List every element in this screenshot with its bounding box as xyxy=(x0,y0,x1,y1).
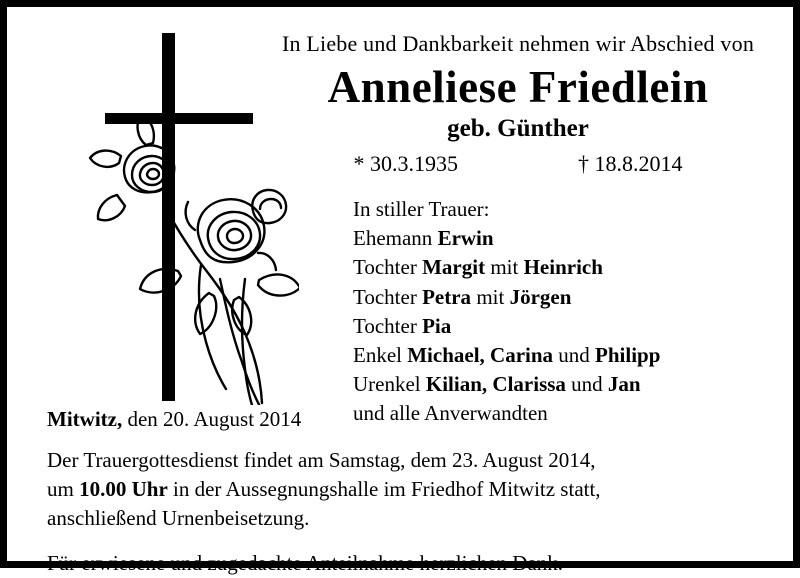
mourner-prefix: Urenkel xyxy=(353,372,426,397)
mourner-name: Philipp xyxy=(595,342,661,367)
mourner-name: Jan xyxy=(607,372,641,397)
mourner-name: Margit xyxy=(422,255,486,280)
mourner-prefix: Enkel xyxy=(353,342,408,367)
mourner-prefix: Tochter xyxy=(353,255,423,280)
mourner-name: Erwin xyxy=(437,226,494,251)
mourner-prefix: und alle Anverwandten xyxy=(353,401,548,426)
mourner-prefix: Ehemann xyxy=(353,226,438,251)
mourner-name: Pia xyxy=(422,313,452,338)
service-time: 10.00 Uhr xyxy=(79,476,168,501)
thanks-note: Für erwiesene und zugedachte Anteilnahme herzlichen Dank. xyxy=(47,550,564,575)
service-location: in der Aussegnungshalle im Friedhof Mitwitz statt, xyxy=(167,476,601,501)
list-item xyxy=(353,341,660,370)
mourner-name: Kilian, Clarissa xyxy=(425,372,566,397)
mourner-prefix: Tochter xyxy=(353,313,423,338)
mourner-prefix: Tochter xyxy=(353,284,423,309)
service-line-3: anschließend Urnenbeisetzung. xyxy=(47,505,310,530)
deceased-name: Anneliese Friedlein xyxy=(327,62,709,112)
mourner-name: Heinrich xyxy=(523,255,603,280)
notice-date: den 20. August 2014 xyxy=(122,407,302,431)
place-and-date xyxy=(47,405,771,434)
life-dates xyxy=(253,151,783,177)
mourner-name: Petra xyxy=(422,284,472,309)
mourner-middle: mit xyxy=(471,284,510,309)
notice-header xyxy=(253,31,783,177)
mourner-name: Jörgen xyxy=(509,284,572,309)
service-line-2 xyxy=(47,475,771,504)
service-line-1: Der Trauergottesdienst findet am Samstag, dem 23. August 2014, xyxy=(47,447,596,472)
mourner-middle: und xyxy=(565,372,608,397)
list-item xyxy=(353,370,660,399)
mourners-heading: In stiller Trauer: xyxy=(353,197,490,221)
mourners-list xyxy=(353,195,660,429)
mourner-middle: und xyxy=(553,342,596,367)
service-time-prefix: um xyxy=(47,476,80,501)
list-item xyxy=(353,224,660,253)
death-date: † 18.8.2014 xyxy=(578,150,683,176)
list-item xyxy=(353,283,660,312)
intro-line: In Liebe und Dankbarkeit nehmen wir Abschied von xyxy=(281,31,755,56)
list-item xyxy=(353,253,660,282)
birth-date: * 30.3.1935 xyxy=(353,150,458,176)
mourner-name: Michael, Carina xyxy=(407,342,554,367)
service-details xyxy=(47,446,771,533)
list-item xyxy=(353,312,660,341)
place: Mitwitz, xyxy=(47,407,123,431)
maiden-name: geb. Günther xyxy=(447,114,589,142)
mourner-middle: mit xyxy=(485,255,524,280)
notice-footer xyxy=(47,405,771,578)
